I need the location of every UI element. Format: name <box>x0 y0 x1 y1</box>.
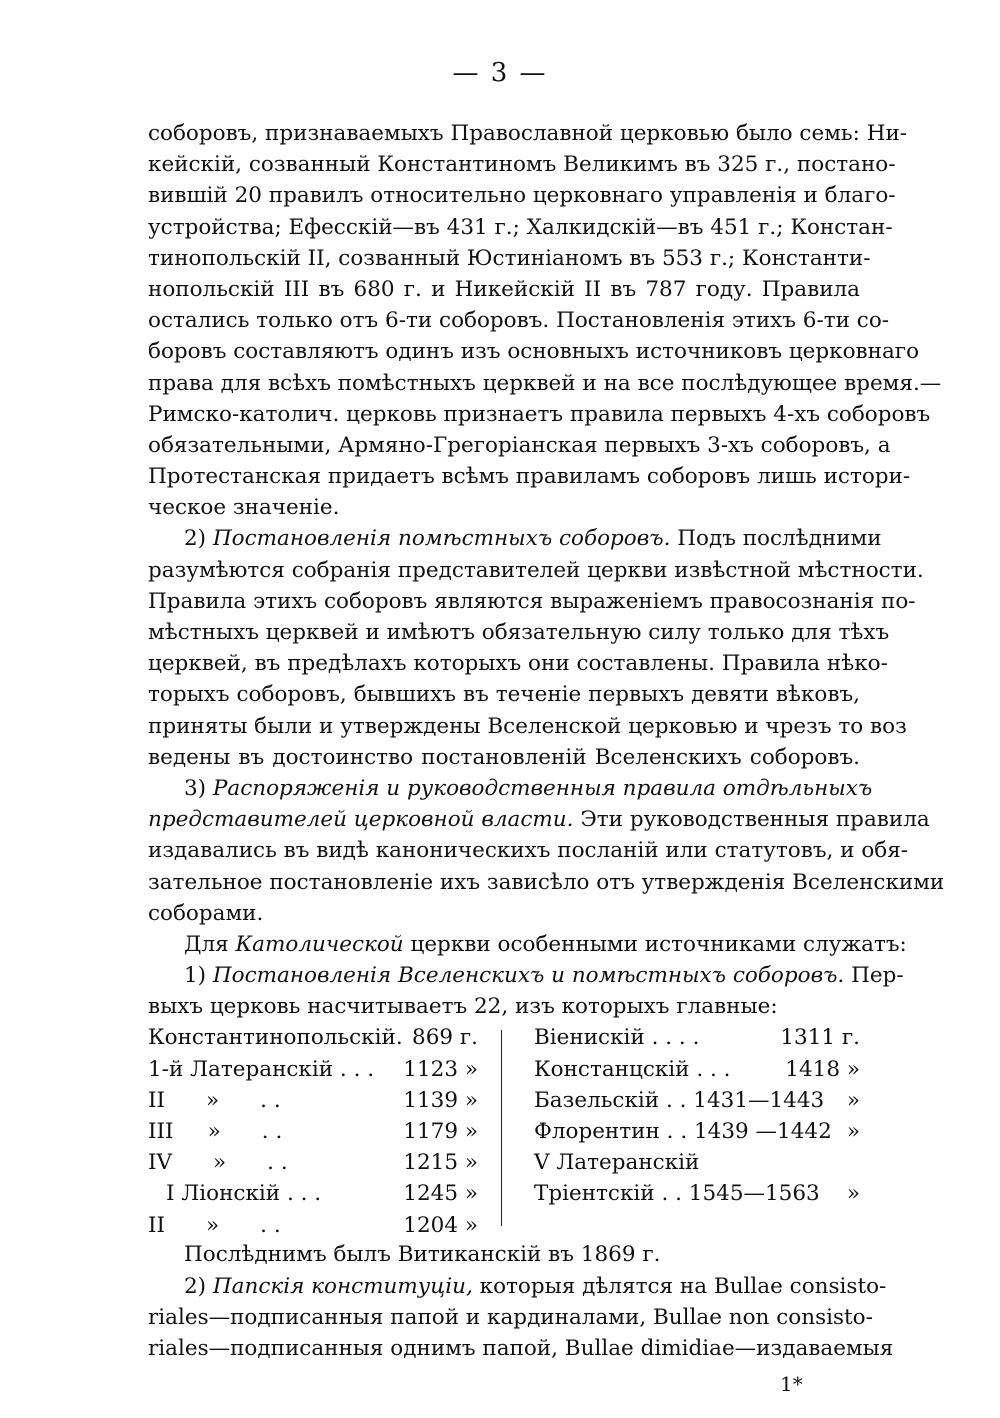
last-council-line: Послѣднимъ былъ Витиканскій въ 1869 г. <box>184 1242 661 1268</box>
text-line: тинопольскій II, созванный Юстиніаномъ въ 553 г.; Константи- <box>148 245 871 271</box>
text-line: мѣстныхъ церквей и имѣютъ обязательную силу только для тѣхъ <box>148 620 890 645</box>
text-line: зательное постановленіе ихъ зависѣло отъ утвержденія Вселенскими <box>148 869 945 895</box>
council-name: V Латеранскій <box>534 1150 700 1176</box>
text-line: riales—подписанныя однимъ папой, Bullae dimidiae—издаваемыя <box>148 1336 894 1361</box>
text-line: издавались въ видѣ каноническихъ посланій или статутовъ, и обя- <box>148 838 909 864</box>
catholic-intro <box>148 929 907 960</box>
text-line: Римско-католич. церковь признаетъ правила первыхъ 4-хъ соборовъ <box>148 401 931 427</box>
council-year: 1245 » <box>403 1181 478 1207</box>
line-rest: Эти руководственныя правила <box>580 807 930 833</box>
body-text <box>148 118 945 1364</box>
section-title: Постановленія помѣстныхъ соборовъ. <box>212 526 671 552</box>
text-line: ведены въ достоинство постановленій Вселенскихъ соборовъ. <box>148 744 860 770</box>
text-line <box>148 960 904 991</box>
council-year: 1123 » <box>403 1056 478 1082</box>
line-rest: Подъ послѣдними <box>677 526 882 552</box>
page-number: — 3 — <box>452 58 548 88</box>
council-name: Базельскій . . 1431—1443 <box>534 1087 825 1113</box>
council-row <box>148 1178 478 1209</box>
council-row <box>534 1022 860 1053</box>
text-line: приняты были и утверждены Вселенской церковью и чрезъ то воз <box>148 713 907 739</box>
text-line <box>148 804 930 835</box>
intro-italic: Католической <box>235 931 404 957</box>
line-rest: которыя дѣлятся на Bullae consisto- <box>479 1273 887 1299</box>
council-year: » <box>846 1087 860 1113</box>
council-row <box>148 1022 478 1053</box>
item-number: 1) <box>184 963 207 989</box>
text-line <box>148 523 882 554</box>
council-row <box>148 1054 478 1085</box>
item-councils <box>148 960 904 1022</box>
text-line: права для всѣхъ помѣстныхъ церквей и на все послѣдующее время.— <box>148 370 942 396</box>
council-name: 1-й Латеранскій . . . <box>148 1056 375 1082</box>
paragraph-local-councils <box>148 523 924 773</box>
council-name: Віенискій . . . . <box>534 1025 700 1051</box>
text-line: боровъ составляютъ одинъ изъ основныхъ источниковъ церковнаго <box>148 339 920 365</box>
council-year: 1311 г. <box>780 1025 860 1051</box>
council-name: Констанцскій . . . <box>534 1056 731 1082</box>
item-number: 2) <box>184 1273 207 1299</box>
section-title: Распоряженія и руководственныя правила отдѣльныхъ <box>212 775 873 801</box>
section-title: Постановленія Вселенскихъ и помѣстныхъ соборовъ. <box>212 963 845 989</box>
text-line: Протестанская придаетъ всѣмъ правиламъ соборовъ лишь истори- <box>148 464 911 490</box>
council-name: II » . . <box>148 1087 281 1113</box>
council-year: » <box>846 1181 860 1207</box>
text-line: ческое значеніе. <box>148 495 340 521</box>
item-number: 2) <box>184 526 207 552</box>
council-name: Тріентскій . . 1545—1563 <box>534 1181 820 1207</box>
council-name: Константинопольскій. <box>148 1025 403 1051</box>
council-year: 869 г. <box>412 1025 478 1051</box>
council-row <box>534 1147 860 1178</box>
council-year: » <box>846 1119 860 1144</box>
paragraph-directives <box>148 773 945 929</box>
council-name: Флорентин . . 1439 —1442 <box>534 1119 832 1144</box>
text-line <box>148 773 873 804</box>
text-line: разумѣются собранія представителей церкви извѣстной мѣстности. <box>148 557 924 583</box>
signature-mark: 1* <box>780 1372 803 1396</box>
council-year: 1215 » <box>403 1150 478 1176</box>
text-line: торыхъ соборовъ, бывшихъ въ теченіе первыхъ девяти вѣковъ, <box>148 682 860 708</box>
council-row <box>534 1178 860 1209</box>
section-title: представителей церковной власти. <box>148 807 574 833</box>
council-row <box>148 1116 478 1147</box>
intro-word: Для <box>184 931 229 957</box>
councils-right-column <box>534 1022 860 1209</box>
text-line: кейскій, созванный Константиномъ Великимъ въ 325 г., постано- <box>148 152 896 178</box>
council-row <box>148 1210 478 1241</box>
council-year: 1139 » <box>403 1087 478 1113</box>
council-name: III » . . <box>148 1119 283 1144</box>
text-line: соборовъ, признаваемыхъ Православной церковью было семь: Ни- <box>148 121 908 146</box>
councils-list <box>148 1022 860 1239</box>
council-year: 1179 » <box>403 1119 478 1144</box>
text-line <box>148 1271 887 1302</box>
council-name: IV » . . <box>148 1150 288 1176</box>
paragraph-ecumenical-councils <box>148 118 942 523</box>
text-line: Правила этихъ соборовъ являются выраженіемъ правосознанія по- <box>148 588 916 614</box>
text-line: церквей, въ предѣлахъ которыхъ они составлены. Правила нѣко- <box>148 651 888 677</box>
council-row <box>534 1054 860 1085</box>
council-row <box>534 1116 860 1147</box>
council-year: 1204 » <box>403 1212 478 1238</box>
intro-rest: церкви особенными источниками служатъ: <box>410 931 907 957</box>
text-line: вившій 20 правилъ относительно церковнаго управленія и благо- <box>148 183 896 209</box>
council-name: I Ліонскій . . . <box>166 1181 322 1207</box>
text-line: соборами. <box>148 900 264 926</box>
item-papal-constitutions <box>148 1271 894 1365</box>
text-line: riales—подписанныя папой и кардиналами, Bullae non consisto- <box>148 1304 873 1330</box>
column-divider <box>501 1030 502 1226</box>
text-line: остались только отъ 6-ти соборовъ. Постановленія этихъ 6-ти со- <box>148 308 890 334</box>
item-number: 3) <box>184 775 207 801</box>
council-year: 1418 » <box>785 1056 860 1082</box>
line-rest: Пер- <box>851 963 904 989</box>
text-line: устройства; Ефесскій—въ 431 г.; Халкидскій—въ 451 г.; Констан- <box>148 214 893 240</box>
text-line: выхъ церковь насчитываетъ 22, изъ которыхъ главные: <box>148 994 778 1020</box>
councils-left-column <box>148 1022 478 1240</box>
council-name: II » . . <box>148 1212 281 1238</box>
council-row <box>148 1147 478 1178</box>
council-row <box>148 1085 478 1116</box>
text-line: обязательными, Армяно-Грегоріанская первыхъ 3-хъ соборовъ, а <box>148 432 891 458</box>
section-title: Папскія конституціи, <box>212 1273 473 1299</box>
council-row <box>534 1085 860 1116</box>
text-line: нопольскій III въ 680 г. и Никейскій II въ 787 году. Правила <box>148 276 860 302</box>
